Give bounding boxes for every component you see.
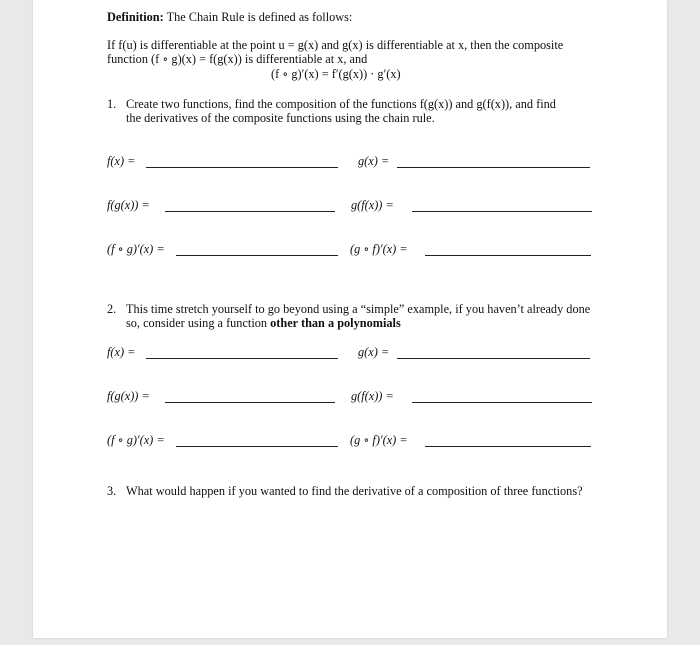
q1-gx-label: g(x) = [358, 154, 390, 168]
q2-fx-label: f(x) = [107, 345, 136, 359]
q1-gfx-answer-line[interactable] [412, 211, 592, 212]
definition-intro: The Chain Rule is defined as follows: [166, 10, 353, 24]
q2-fog-prime-answer-line[interactable] [176, 446, 338, 447]
q1-fog-prime-answer-line[interactable] [176, 255, 338, 256]
q1-gfx-label: g(f(x)) = [351, 198, 394, 212]
q2-number: 2. [107, 302, 117, 316]
q1-fgx-answer-line[interactable] [165, 211, 335, 212]
definition-line-1: If f(u) is differentiable at the point u = g(x) and g(x) is differentiable at x, then the composite [107, 38, 564, 52]
q2-gx-label: g(x) = [358, 345, 390, 359]
worksheet-page [33, 0, 667, 638]
chain-rule-formula: (f ∘ g)′(x) = f′(g(x)) · g′(x) [271, 67, 401, 81]
q2-gof-prime-label: (g ∘ f)′(x) = [350, 433, 408, 447]
definition-label: Definition: [107, 10, 164, 24]
q1-fog-prime-label: (f ∘ g)′(x) = [107, 242, 165, 256]
q2-line-1: This time stretch yourself to go beyond using a “simple” example, if you haven’t already done [126, 302, 591, 316]
q2-line-2 [126, 316, 401, 330]
q1-fx-answer-line[interactable] [146, 167, 338, 168]
q1-line-2: the derivatives of the composite functions using the chain rule. [126, 111, 435, 125]
definition-heading [107, 10, 352, 24]
q2-fog-prime-label: (f ∘ g)′(x) = [107, 433, 165, 447]
q1-fgx-label: f(g(x)) = [107, 198, 150, 212]
q3-text: What would happen if you wanted to find the derivative of a composition of three functions? [126, 484, 583, 498]
q2-gfx-label: g(f(x)) = [351, 389, 394, 403]
q2-fgx-answer-line[interactable] [165, 402, 335, 403]
q1-gof-prime-label: (g ∘ f)′(x) = [350, 242, 408, 256]
q2-gof-prime-answer-line[interactable] [425, 446, 591, 447]
q3-number: 3. [107, 484, 117, 498]
q2-gx-answer-line[interactable] [397, 358, 590, 359]
q1-fx-label: f(x) = [107, 154, 136, 168]
q2-fgx-label: f(g(x)) = [107, 389, 150, 403]
q1-gx-answer-line[interactable] [397, 167, 590, 168]
definition-line-2: function (f ∘ g)(x) = f(g(x)) is differentiable at x, and [107, 52, 368, 66]
q2-line-2-text: so, consider using a function [126, 316, 271, 330]
q1-gof-prime-answer-line[interactable] [425, 255, 591, 256]
q2-emphasis: other than a polynomials [270, 316, 401, 330]
q2-gfx-answer-line[interactable] [412, 402, 592, 403]
q1-number: 1. [107, 97, 117, 111]
q2-fx-answer-line[interactable] [146, 358, 338, 359]
q1-line-1: Create two functions, find the composition of the functions f(g(x)) and g(f(x)), and find [126, 97, 556, 111]
